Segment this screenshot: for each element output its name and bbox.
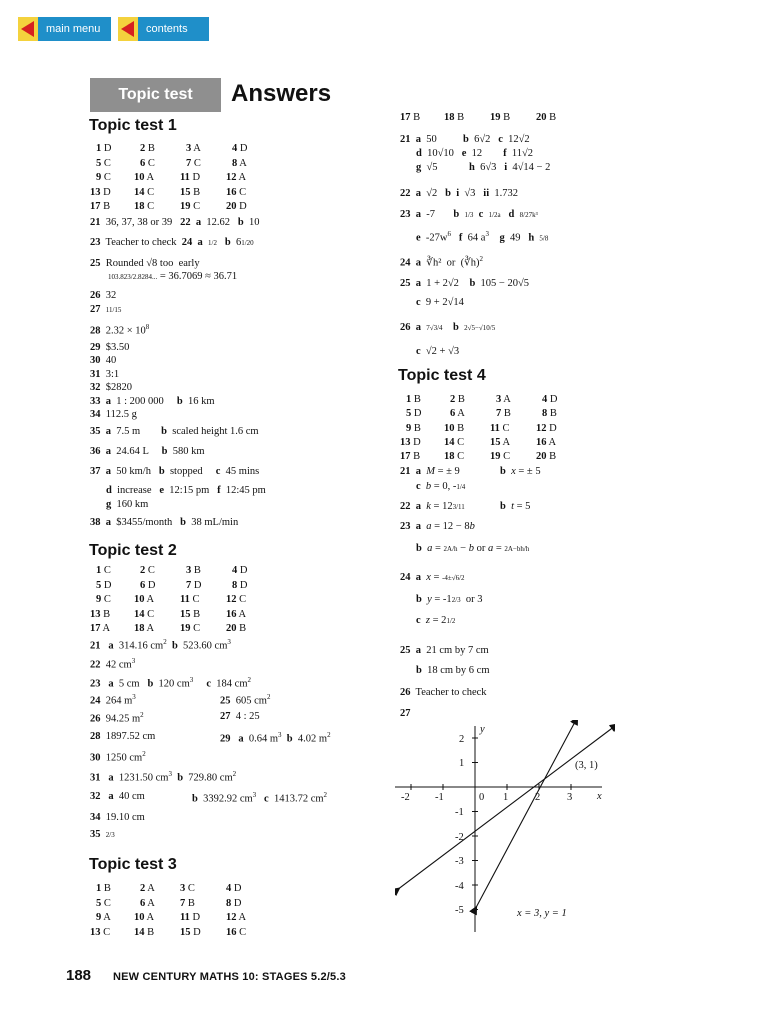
intersection-label: (3, 1) (575, 760, 598, 771)
section-title-topic-test-2: Topic test 2 (89, 542, 177, 559)
y-tick-label: 1 (459, 758, 465, 769)
line-y-equals-2x-minus-5 (475, 720, 576, 910)
section-title-topic-test-3: Topic test 3 (89, 856, 177, 873)
topic-test-banner: Topic test (90, 78, 221, 112)
x-tick-label: -1 (435, 792, 444, 803)
section-title-topic-test-4: Topic test 4 (398, 367, 486, 384)
main-menu-label: main menu (46, 23, 101, 35)
y-tick-label: -1 (455, 807, 464, 818)
x-tick-label: 0 (479, 792, 485, 803)
page-title: Answers (231, 80, 332, 107)
contents-button[interactable] (118, 17, 209, 41)
x-tick-label: 1 (503, 792, 509, 803)
x-tick-label: 3 (567, 792, 573, 803)
y-tick-label: -3 (455, 856, 464, 867)
y-tick-label: 2 (459, 734, 465, 745)
y-tick-label: -4 (455, 881, 464, 892)
back-arrow-icon (118, 17, 138, 41)
solution-label: x = 3, y = 1 (517, 908, 567, 919)
y-tick-label: -5 (455, 905, 464, 916)
book-title: NEW CENTURY MATHS 10: STAGES 5.2/5.3 (113, 971, 346, 983)
simultaneous-equations-graph (395, 720, 615, 942)
back-arrow-icon (18, 17, 38, 41)
main-menu-button[interactable] (18, 17, 111, 41)
line-through-3-1 (397, 726, 615, 890)
x-axis-label: x (597, 791, 602, 802)
x-tick-label: 2 (535, 792, 541, 803)
y-tick-label: -2 (455, 832, 464, 843)
y-axis-label: y (480, 724, 485, 735)
x-tick-label: -2 (401, 792, 410, 803)
page-number: 188 (66, 967, 92, 984)
section-title-topic-test-1: Topic test 1 (89, 117, 177, 134)
contents-label: contents (146, 23, 188, 35)
